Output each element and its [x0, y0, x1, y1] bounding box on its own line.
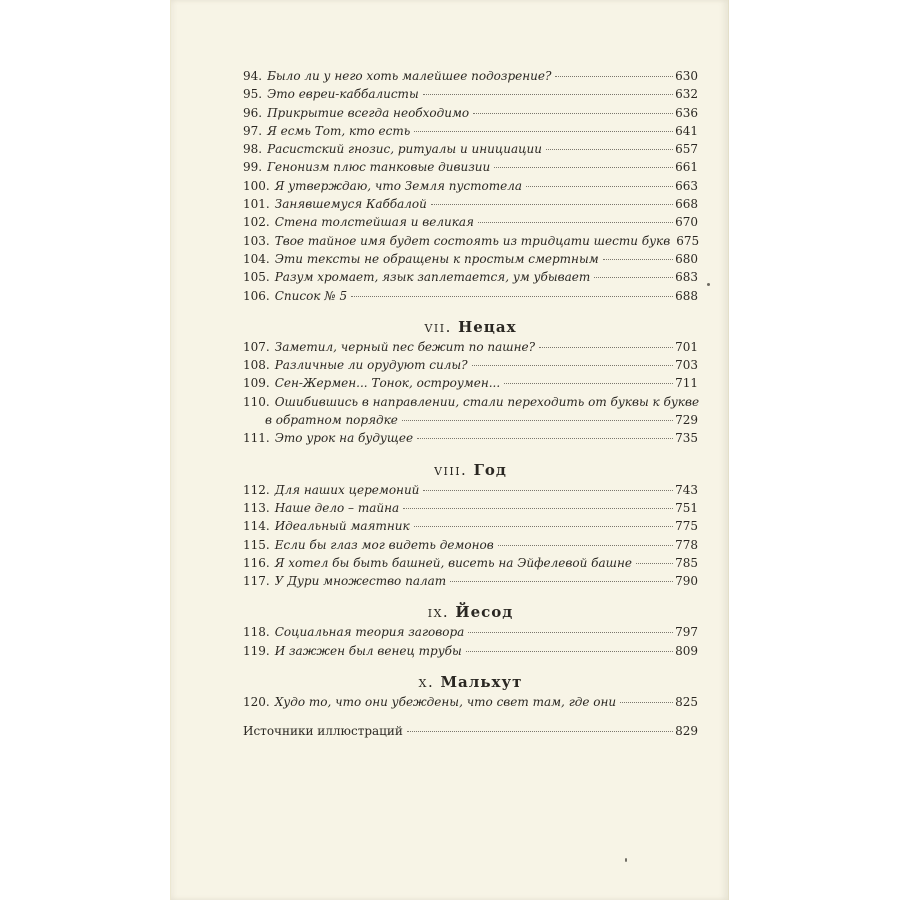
entry-page: 668: [675, 197, 698, 212]
dot-leader: [526, 186, 673, 187]
toc-entry-sources[interactable]: [243, 722, 698, 740]
entry-title: Эти тексты не обращены к простым смертным: [274, 251, 599, 266]
dot-leader: [403, 508, 673, 509]
section-name: Нецах: [458, 317, 517, 336]
entry-page: 778: [675, 537, 698, 552]
dot-leader: [466, 651, 673, 652]
section-heading-hod: [243, 459, 698, 481]
section-name: Мальхут: [440, 673, 523, 692]
entry-number: 101.: [243, 197, 270, 212]
toc-entry[interactable]: [243, 356, 698, 374]
entry-number: 117.: [243, 574, 270, 589]
toc-entry[interactable]: [243, 554, 698, 572]
section-heading-yesod: [243, 601, 698, 623]
entry-title: Было ли у него хоть малейшее подозрение?: [267, 69, 552, 83]
entry-number: 103.: [243, 233, 270, 248]
entry-number: 113.: [243, 500, 270, 515]
toc-entry[interactable]: [243, 572, 698, 590]
entry-page: 751: [675, 500, 698, 515]
entry-title: Прикрытие всегда необходимо: [267, 105, 470, 120]
toc-entry[interactable]: [243, 122, 698, 140]
dot-leader: [414, 526, 673, 527]
entry-title: Различные ли орудуют силы?: [274, 358, 468, 373]
entry-page: 636: [675, 105, 698, 120]
dot-leader: [478, 222, 673, 223]
sources-title: Источники иллюстраций: [243, 724, 403, 739]
entry-number: 104.: [243, 251, 270, 266]
sources-page: 829: [675, 724, 698, 739]
entry-title: Если бы глаз мог видеть демонов: [274, 537, 494, 552]
dot-leader: [539, 347, 673, 348]
entry-title: Заметил, черный пес бежит по пашне?: [274, 339, 536, 354]
entry-title: Социальная теория заговора: [274, 625, 465, 640]
section-name: Йесод: [455, 603, 514, 622]
entry-page: 809: [675, 643, 698, 658]
dot-leader: [594, 277, 673, 278]
entry-page: 825: [675, 695, 698, 710]
entry-number: 102.: [243, 215, 270, 230]
entry-title: Я утверждаю, что Земля пустотела: [274, 178, 523, 193]
toc-group-2b: [243, 429, 698, 447]
entry-number: 111.: [243, 431, 270, 446]
toc-group-3: [243, 481, 698, 591]
entry-number: 112.: [243, 482, 270, 497]
entry-title: Ошибившись в направлении, стали переходить от буквы к букве: [274, 394, 700, 409]
entry-title: Наше дело – тайна: [274, 500, 400, 515]
scan-speck: [625, 858, 627, 862]
section-name: Год: [473, 460, 507, 479]
dot-leader: [450, 581, 673, 582]
entry-title: Твое тайное имя будет состоять из тридцати шести букв: [274, 233, 671, 248]
entry-number: 116.: [243, 555, 270, 570]
entry-page: 670: [675, 215, 698, 230]
toc-entry[interactable]: [243, 213, 698, 231]
book-page: [170, 0, 729, 900]
entry-number: 96.: [243, 105, 263, 120]
toc-entry[interactable]: [243, 499, 698, 517]
toc-entry[interactable]: [243, 481, 698, 499]
toc-entry[interactable]: [243, 287, 698, 305]
entry-title: Список № 5: [274, 288, 348, 303]
entry-page: 797: [675, 625, 698, 640]
entry-number: 95.: [243, 87, 263, 102]
toc-entry[interactable]: [243, 517, 698, 535]
dot-leader: [414, 131, 673, 132]
dot-leader: [468, 632, 673, 633]
entry-page: 632: [675, 87, 698, 102]
scan-speck: [707, 283, 710, 286]
entry-number: 110.: [243, 394, 270, 409]
entry-page: 735: [675, 431, 698, 446]
entry-title: Расистский гнозис, ритуалы и инициации: [267, 142, 542, 157]
toc-entry[interactable]: [243, 250, 698, 268]
toc-group-2: [243, 338, 698, 393]
dot-leader: [402, 420, 673, 421]
dot-leader: [603, 259, 673, 260]
dot-leader: [504, 383, 673, 384]
toc-group-1: [243, 67, 698, 305]
section-numeral: vii.: [424, 317, 452, 336]
dot-leader: [494, 167, 673, 168]
toc-entry[interactable]: [243, 393, 698, 411]
entry-title: Это евреи-каббалисты: [267, 87, 419, 102]
entry-number: 119.: [243, 643, 270, 658]
dot-leader: [423, 94, 673, 95]
entry-page: 729: [675, 413, 698, 428]
toc-entry[interactable]: [243, 374, 698, 392]
entry-page: 775: [675, 519, 698, 534]
toc-group-4: [243, 623, 698, 660]
toc-entry[interactable]: [243, 158, 698, 176]
entry-page: 680: [675, 251, 698, 266]
entry-title: Худо то, что они убеждены, что свет там, где они: [274, 695, 617, 710]
entry-number: 118.: [243, 625, 270, 640]
entry-number: 108.: [243, 358, 270, 373]
entry-number: 99.: [243, 160, 263, 175]
toc-entry[interactable]: [243, 268, 698, 286]
entry-number: 98.: [243, 142, 263, 157]
entry-number: 109.: [243, 376, 270, 391]
dot-leader: [498, 545, 673, 546]
entry-number: 97.: [243, 123, 263, 138]
dot-leader: [620, 702, 673, 703]
toc-entry[interactable]: [243, 642, 698, 660]
entry-title: Идеальный маятник: [274, 519, 410, 534]
entry-number: 94.: [243, 69, 263, 83]
entry-page: 661: [675, 160, 698, 175]
entry-page: 711: [675, 376, 698, 391]
entry-title: Разум хромает, язык заплетается, ум убывает: [274, 270, 591, 285]
entry-page: 657: [675, 142, 698, 157]
dot-leader: [407, 731, 673, 732]
entry-number: 107.: [243, 339, 270, 354]
toc-entry[interactable]: [243, 104, 698, 122]
entry-number: 105.: [243, 270, 270, 285]
toc-entry[interactable]: [243, 693, 698, 711]
toc-entry[interactable]: [243, 338, 698, 356]
entry-title: Я хотел бы быть башней, висеть на Эйфелевой башне: [274, 555, 632, 570]
entry-page: 785: [675, 555, 698, 570]
toc-entry[interactable]: [243, 429, 698, 447]
entry-title: Генонизм плюс танковые дивизии: [267, 160, 491, 175]
dot-leader: [473, 113, 673, 114]
entry-page: 688: [675, 288, 698, 303]
entry-number: 100.: [243, 178, 270, 193]
entry-page: 743: [675, 482, 698, 497]
section-heading-netzach: [243, 316, 698, 338]
dot-leader: [423, 490, 673, 491]
entry-title: Для наших церемоний: [274, 482, 420, 497]
entry-title: Сен-Жермен... Тонок, остроумен...: [274, 376, 501, 391]
toc-entry[interactable]: [243, 67, 698, 85]
toc-entry[interactable]: [243, 195, 698, 213]
entry-title: И зажжен был венец трубы: [274, 643, 462, 658]
toc-entry[interactable]: [243, 177, 698, 195]
section-numeral: viii.: [434, 460, 468, 479]
table-of-contents: [243, 67, 698, 741]
entry-title: Занявшемуся Каббалой: [274, 197, 427, 212]
toc-group-5: [243, 693, 698, 711]
entry-number: 106.: [243, 288, 270, 303]
dot-leader: [417, 438, 673, 439]
entry-title: Я есмь Тот, кто есть: [267, 123, 411, 138]
entry-page: 703: [675, 358, 698, 373]
entry-title: Стена толстейшая и великая: [274, 215, 474, 230]
toc-entry-continuation[interactable]: [243, 411, 698, 429]
dot-leader: [472, 365, 674, 366]
entry-page: 701: [675, 339, 698, 354]
toc-entry[interactable]: [243, 536, 698, 554]
toc-entry[interactable]: [243, 623, 698, 641]
dot-leader: [555, 76, 673, 77]
section-numeral: x.: [418, 673, 435, 692]
entry-page: 683: [675, 270, 698, 285]
entry-page: 641: [675, 123, 698, 138]
entry-number: 114.: [243, 519, 270, 534]
entry-number: 115.: [243, 537, 270, 552]
dot-leader: [351, 296, 673, 297]
entry-page: 630: [675, 69, 698, 83]
entry-number: 120.: [243, 695, 270, 710]
toc-entry[interactable]: [243, 232, 698, 250]
section-heading-malkuth: [243, 671, 698, 693]
toc-entry[interactable]: [243, 140, 698, 158]
dot-leader: [636, 563, 673, 564]
toc-entry[interactable]: [243, 85, 698, 103]
entry-title: Это урок на будущее: [274, 431, 414, 446]
entry-title-continued: в обратном порядке: [265, 413, 398, 428]
entry-title: У Дури множество палат: [274, 574, 447, 589]
section-numeral: ix.: [427, 603, 450, 622]
entry-page: 663: [675, 178, 698, 193]
dot-leader: [546, 149, 673, 150]
entry-page: 790: [675, 574, 698, 589]
dot-leader: [431, 204, 673, 205]
entry-page: 675: [676, 233, 700, 248]
